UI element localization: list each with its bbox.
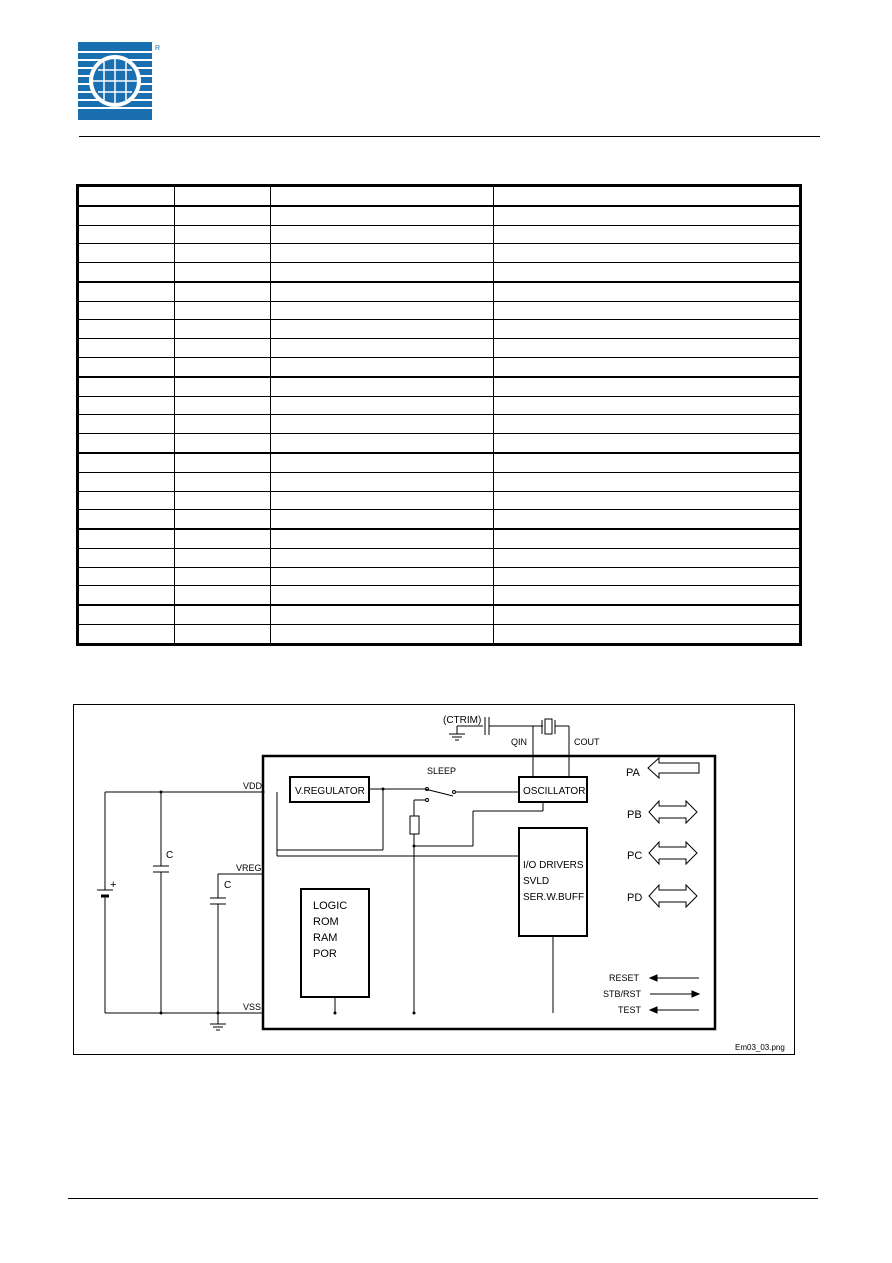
sleep-label: SLEEP xyxy=(427,766,457,776)
table-row xyxy=(79,206,800,225)
logic-line-1: LOGIC xyxy=(313,900,348,912)
table-cell xyxy=(494,358,800,377)
table-row xyxy=(79,358,800,377)
table-cell xyxy=(271,510,494,529)
table-cell xyxy=(175,225,271,244)
table-cell xyxy=(175,206,271,225)
port-pa-label: PA xyxy=(626,767,640,779)
table-cell xyxy=(79,320,175,339)
table-cell xyxy=(175,244,271,263)
registered-mark: R xyxy=(155,45,161,52)
table-row xyxy=(79,244,800,263)
table-row xyxy=(79,472,800,491)
table-row xyxy=(79,187,800,206)
table-row xyxy=(79,548,800,567)
table-cell xyxy=(175,624,271,643)
table-cell xyxy=(271,548,494,567)
table-cell xyxy=(79,548,175,567)
table-cell xyxy=(271,187,494,206)
table-cell xyxy=(175,301,271,320)
table-cell xyxy=(79,586,175,605)
table-cell xyxy=(79,434,175,453)
table-row xyxy=(79,396,800,415)
cout-label: COUT xyxy=(574,737,600,747)
table-row xyxy=(79,377,800,396)
port-pc-arrow xyxy=(649,842,697,864)
io-line-3: SER.W.BUFF xyxy=(523,892,585,903)
table-cell xyxy=(175,396,271,415)
table-cell xyxy=(494,491,800,510)
table-cell xyxy=(271,624,494,643)
cap-label-2: C xyxy=(224,880,232,891)
vss-label: VSS xyxy=(243,1002,262,1012)
table-cell xyxy=(271,301,494,320)
table-row xyxy=(79,301,800,320)
table-cell xyxy=(79,624,175,643)
table-cell xyxy=(271,396,494,415)
table-cell xyxy=(271,377,494,396)
table-cell xyxy=(271,415,494,434)
table-cell xyxy=(494,453,800,472)
table-cell xyxy=(175,187,271,206)
table-cell xyxy=(271,567,494,586)
table-cell xyxy=(494,567,800,586)
table-row xyxy=(79,491,800,510)
table-cell xyxy=(79,301,175,320)
table-row xyxy=(79,567,800,586)
io-line-2: SVLD xyxy=(523,876,550,887)
table-row xyxy=(79,605,800,624)
table-cell xyxy=(175,567,271,586)
table-row xyxy=(79,282,800,301)
table-row xyxy=(79,510,800,529)
table-cell xyxy=(175,548,271,567)
table-cell xyxy=(494,434,800,453)
table-cell xyxy=(79,282,175,301)
table-row xyxy=(79,434,800,453)
table-cell xyxy=(271,282,494,301)
stb-rst-label: STB/RST xyxy=(603,989,642,999)
table-row xyxy=(79,263,800,282)
footer-rule xyxy=(68,1198,818,1199)
logic-line-3: RAM xyxy=(313,932,338,944)
table-cell xyxy=(175,453,271,472)
table-cell xyxy=(175,282,271,301)
block-diagram xyxy=(73,704,795,1055)
table-cell xyxy=(79,491,175,510)
table-cell xyxy=(79,415,175,434)
table-cell xyxy=(175,586,271,605)
table-cell xyxy=(175,605,271,624)
ctrim-label: (CTRIM) xyxy=(443,715,482,726)
table-row xyxy=(79,320,800,339)
table-cell xyxy=(271,263,494,282)
table-cell xyxy=(175,434,271,453)
table-cell xyxy=(79,510,175,529)
v-regulator-label: V.REGULATOR xyxy=(295,786,365,797)
vdd-label: VDD xyxy=(243,781,263,791)
table-cell xyxy=(494,605,800,624)
table-cell xyxy=(494,472,800,491)
table-cell xyxy=(494,624,800,643)
table-cell xyxy=(79,206,175,225)
junction-dots xyxy=(160,788,416,1015)
table-cell xyxy=(494,510,800,529)
table-row xyxy=(79,415,800,434)
table-cell xyxy=(271,434,494,453)
table-cell xyxy=(494,548,800,567)
port-pb-label: PB xyxy=(627,809,642,821)
table-cell xyxy=(175,320,271,339)
table-cell xyxy=(494,301,800,320)
table-cell xyxy=(494,339,800,358)
table-cell xyxy=(79,453,175,472)
table-cell xyxy=(175,529,271,548)
pin-table xyxy=(76,184,802,646)
table-row xyxy=(79,225,800,244)
diagram-filename: Em03_03.png xyxy=(735,1043,785,1052)
table-row xyxy=(79,586,800,605)
table-cell xyxy=(79,339,175,358)
table-cell xyxy=(271,586,494,605)
table-cell xyxy=(79,605,175,624)
table-row xyxy=(79,624,800,643)
crystal-circuit xyxy=(449,717,569,777)
header-rule xyxy=(79,136,820,137)
io-line-1: I/O DRIVERS xyxy=(523,860,584,871)
qin-label: QIN xyxy=(511,737,528,747)
table-cell xyxy=(271,605,494,624)
table-cell xyxy=(175,510,271,529)
table-cell xyxy=(175,358,271,377)
table-cell xyxy=(79,567,175,586)
logic-line-4: POR xyxy=(313,948,337,960)
port-pd-arrow xyxy=(649,885,697,907)
table-cell xyxy=(79,358,175,377)
table-cell xyxy=(494,529,800,548)
table-cell xyxy=(79,472,175,491)
table-cell xyxy=(79,263,175,282)
logic-line-2: ROM xyxy=(313,916,339,928)
table-cell xyxy=(271,453,494,472)
company-logo xyxy=(78,42,161,122)
table-cell xyxy=(79,377,175,396)
table-cell xyxy=(271,491,494,510)
table-cell xyxy=(494,586,800,605)
table-cell xyxy=(271,339,494,358)
table-cell xyxy=(79,244,175,263)
table-cell xyxy=(271,225,494,244)
table-cell xyxy=(271,320,494,339)
table-cell xyxy=(494,263,800,282)
table-row xyxy=(79,453,800,472)
table-cell xyxy=(79,396,175,415)
table-cell xyxy=(494,187,800,206)
table-cell xyxy=(271,472,494,491)
cap-label-1: C xyxy=(166,850,174,861)
table-row xyxy=(79,529,800,548)
table-cell xyxy=(175,263,271,282)
battery-plus: + xyxy=(110,879,117,891)
control-pins xyxy=(650,975,699,1013)
table-cell xyxy=(494,225,800,244)
port-pa-arrow xyxy=(648,758,699,778)
table-cell xyxy=(175,415,271,434)
table-cell xyxy=(271,529,494,548)
table-cell xyxy=(175,377,271,396)
table-cell xyxy=(494,282,800,301)
port-pc-label: PC xyxy=(627,850,643,862)
oscillator-label: OSCILLATOR xyxy=(523,786,586,797)
table-cell xyxy=(494,396,800,415)
table-cell xyxy=(494,377,800,396)
table-cell xyxy=(271,358,494,377)
external-supply xyxy=(97,792,263,1030)
table-cell xyxy=(494,320,800,339)
vreg-label: VREG xyxy=(236,863,262,873)
table-cell xyxy=(175,472,271,491)
table-cell xyxy=(494,244,800,263)
table-cell xyxy=(271,244,494,263)
table-cell xyxy=(494,206,800,225)
table-row xyxy=(79,339,800,358)
test-label: TEST xyxy=(618,1005,642,1015)
table-cell xyxy=(79,187,175,206)
port-pd-label: PD xyxy=(627,892,643,904)
port-pb-arrow xyxy=(649,801,697,823)
table-cell xyxy=(271,206,494,225)
table-cell xyxy=(175,491,271,510)
table-cell xyxy=(79,529,175,548)
table-cell xyxy=(494,415,800,434)
reset-label: RESET xyxy=(609,973,640,983)
table-cell xyxy=(79,225,175,244)
table-cell xyxy=(175,339,271,358)
